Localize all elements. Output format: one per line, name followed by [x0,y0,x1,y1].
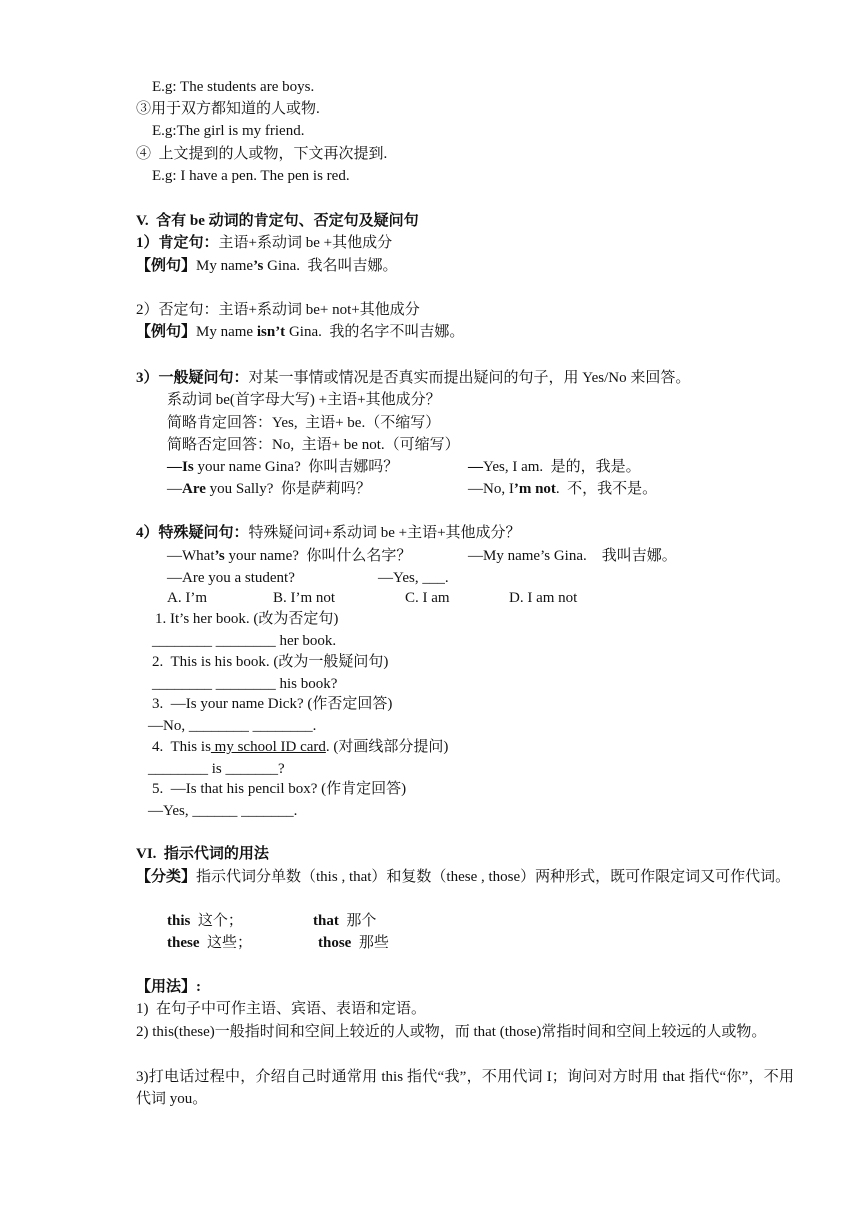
usage-tag: 【用法】: [136,979,201,995]
exercise-question: 1. It’s her book. (改为否定句) [155,611,339,627]
section-heading: VI. 指示代词的用法 [136,846,269,862]
dialog-text: your name? 你叫什么名字？ [224,548,412,564]
dialog-text: . 不，我不是。 [555,481,658,497]
usage-item: 1) 在句子中可作主语、宾语、表语和定语。 [136,1001,426,1017]
pronoun-these [167,933,252,953]
option-d: D. I am not [509,590,578,606]
rule-text: 主语+系动词 be+ not+其他成分 [218,302,420,318]
example-sentence: E.g: The students are boys. [152,79,315,95]
rule-label: 1）肯定句： [136,235,219,251]
dialog-bold: ’m not [513,481,556,497]
example-sentence: E.g:The girl is my friend. [152,123,305,139]
rule-line [136,368,690,388]
example-line [136,256,398,276]
dialog-question [167,546,411,566]
example-text: Gina. 我的名字不叫吉娜。 [285,324,465,340]
dialog-answer [468,479,657,499]
pattern-line: 系动词 be(首字母大写) +主语+其他成分？ [167,392,441,408]
class-text: 指示代词分单数（this , that）和复数（these , those）两种形式，既可作限定词又可作代词。 [196,869,791,885]
example-tag: 【例句】 [136,258,197,274]
pronoun-word: that [313,913,339,929]
pronoun-this [167,911,243,931]
rule-line [136,523,521,543]
class-tag: 【分类】 [136,869,197,885]
option-b: B. I’m not [273,590,336,606]
pronoun-word: these [167,935,200,951]
rule-line [136,300,420,320]
exercise-answer-line: —No, ________ ________. [148,718,317,734]
dialog-text: you Sally? 你是萨莉吗？ [205,481,371,497]
option-a: A. I’m [167,590,207,606]
pattern-line: 简略肯定回答：Yes, 主语+ be.（不缩写） [167,415,441,431]
example-text: My name [196,258,254,274]
pronoun-meaning: 这个； [190,913,243,929]
exercise-question: —Are you a student? [167,570,295,586]
rule-line [136,233,392,253]
exercise-question [152,737,448,757]
dialog-question [167,457,398,477]
pronoun-that [313,911,376,931]
dialog-bold: — [468,459,483,475]
pronoun-meaning: 这些； [199,935,253,951]
example-bold: ’s [253,258,264,274]
rule-text: 对某一事情或情况是否真实而提出疑问的句子，用 Yes/No 来回答。 [248,370,691,386]
example-line [136,322,464,342]
dialog-answer: —My name’s Gina. 我叫吉娜。 [468,548,677,564]
example-text: My name [196,324,257,340]
example-tag: 【例句】 [136,324,197,340]
exercise-question: 3. —Is your name Dick? (作否定回答) [152,696,393,712]
exercise-answer-line: ________ ________ his book? [152,676,338,692]
option-c: C. I am [405,590,450,606]
exercise-question: 5. —Is that his pencil box? (作肯定回答) [152,781,407,797]
exercise-blank: —Yes, ___. [378,570,449,586]
exercise-answer-line: ________ ________ her book. [152,633,337,649]
dialog-question [167,479,371,499]
pronoun-word: those [318,935,352,951]
dialog-text: Yes, I am. 是的，我是。 [483,459,641,475]
rule-text: 特殊疑问词+系动词 be +主语+其他成分？ [248,525,521,541]
underlined-phrase: my school ID card [210,739,326,755]
classification-paragraph [136,866,794,888]
rule-item: ③用于双方都知道的人或物. [136,101,320,117]
rule-label: 2）否定句： [136,302,219,318]
rule-text: 主语+系动词 be +其他成分 [218,235,393,251]
pronoun-those [318,933,389,953]
exercise-answer-line: —Yes, ______ _______. [148,803,298,819]
example-sentence: E.g: I have a pen. The pen is red. [152,168,350,184]
exercise-text: . (对画线部分提问) [325,739,449,755]
pattern-line: 简略否定回答：No, 主语+ be not.（可缩写） [167,437,460,453]
rule-item: ④ 上文提到的人或物，下文再次提到. [136,146,388,162]
example-text: Gina. 我名叫吉娜。 [263,258,398,274]
dialog-bold: —Is [167,459,194,475]
dialog-text: — [167,481,182,497]
dialog-answer [468,457,641,477]
dialog-text: your name Gina? 你叫吉娜吗？ [193,459,399,475]
dialog-bold: ’s [214,548,225,564]
pronoun-meaning: 那些 [351,935,389,951]
exercise-answer-line: ________ is _______? [148,761,285,777]
rule-label: 4）特殊疑问句： [136,525,249,541]
rule-label: 3）一般疑问句： [136,370,249,386]
dialog-text: —No, I [468,481,514,497]
dialog-bold: Are [182,481,206,497]
usage-item: 3)打电话过程中，介绍自己时通常用 this 指代“我”，不用代词 I；询问对方时用 that 指代“你”，不用代词 you。 [136,1069,794,1107]
exercise-question: 2. This is his book. (改为一般疑问句) [152,654,389,670]
pronoun-meaning: 那个 [338,913,377,929]
exercise-text: 4. This is [152,739,211,755]
example-bold: isn’t [256,324,286,340]
section-heading: V. 含有 be 动词的肯定句、否定句及疑问句 [136,213,419,229]
dialog-text: —What [167,548,215,564]
usage-item: 2) this(these)一般指时间和空间上较近的人或物，而 that (those)常指时间和空间上较远的人或物。 [136,1024,767,1040]
pronoun-word: this [167,913,191,929]
